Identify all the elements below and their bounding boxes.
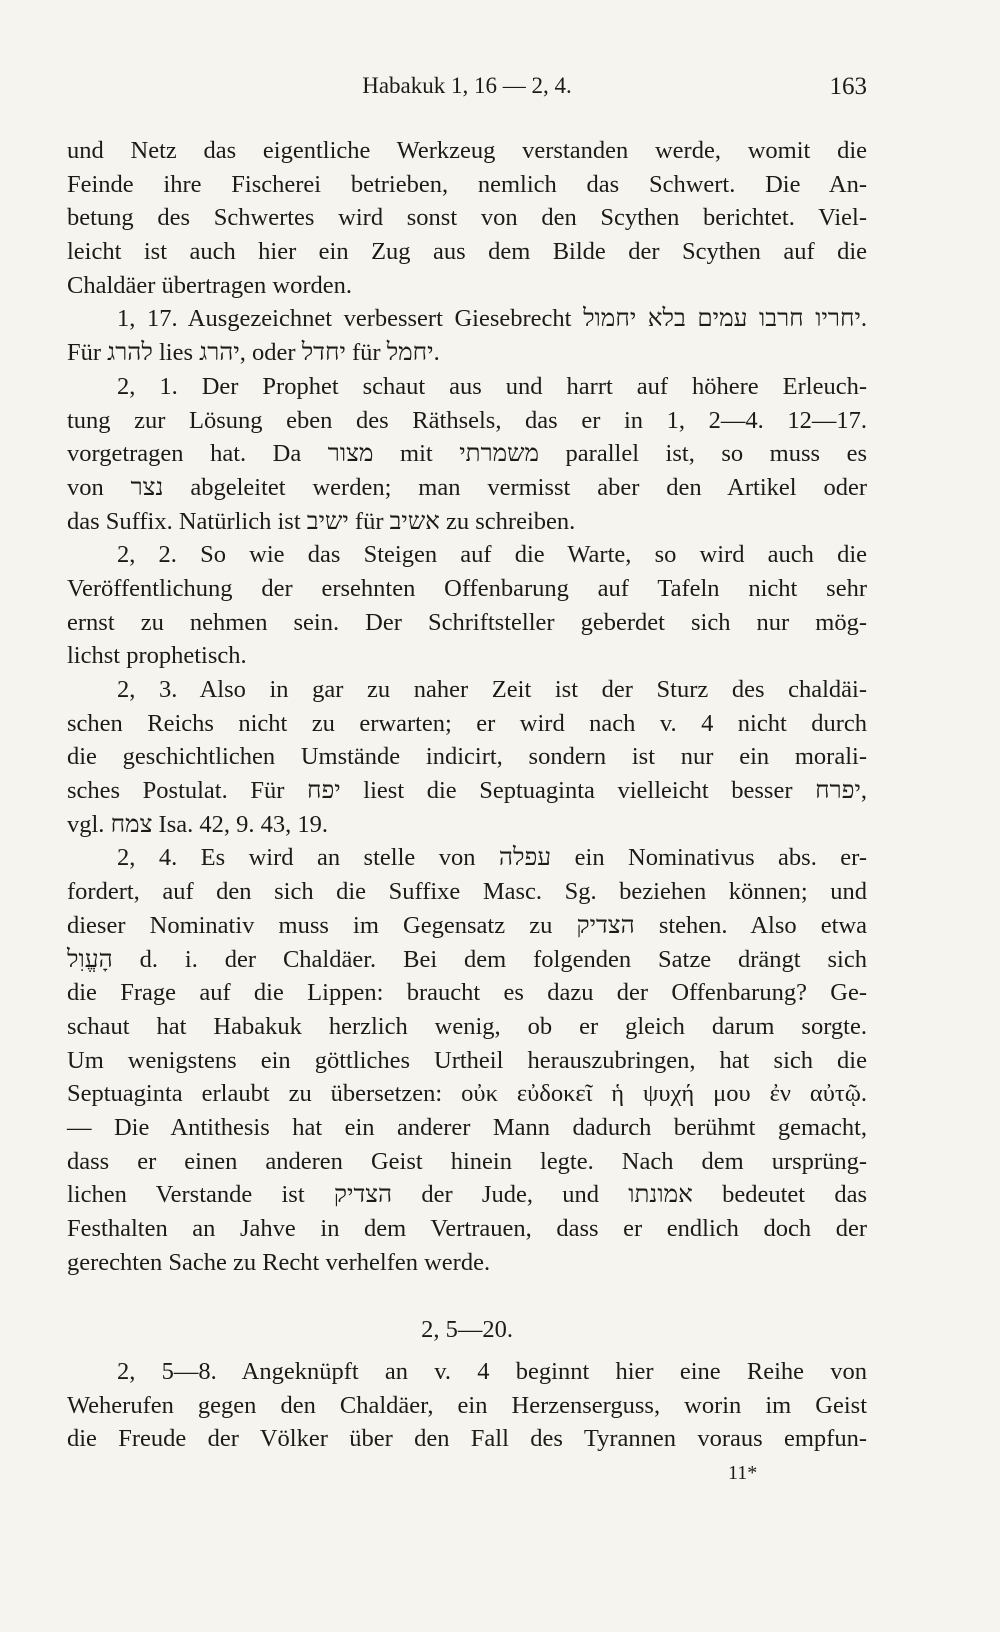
section-gap [67, 1347, 867, 1355]
text-line: 2, 2. So wie das Steigen auf die Warte, so wird auch die [117, 541, 867, 569]
section-heading: 2, 5—20. [421, 1316, 513, 1344]
text-line: 2, 4. Es wird an stelle von עפלה ein Nominativus abs. er- [117, 844, 867, 872]
text-line: und Netz das eigentliche Werkzeug verstanden werde, womit die [67, 137, 867, 164]
text-line: gerechten Sache zu Recht verhelfen werde. [67, 1248, 491, 1276]
running-head [67, 73, 867, 113]
text-line: Festhalten an Jahve in dem Vertrauen, dass er endlich doch der [67, 1215, 867, 1242]
text-line: Für להרג lies יהרג, oder יחדל für יחמל. [67, 339, 440, 367]
text-line: 2, 1. Der Prophet schaut aus und harrt auf höhere Erleuch- [117, 372, 867, 400]
text-line: von נצר abgeleitet werden; man vermisst aber den Artikel oder [67, 473, 867, 501]
text-line: vorgetragen hat. Da מצור mit משמרתי parallel ist, so muss es [67, 440, 867, 468]
page-number: 163 [829, 73, 867, 100]
text-line: 2, 5—8. Angeknüpft an v. 4 beginnt hier eine Reihe von [117, 1358, 867, 1386]
text-line: die Frage auf die Lippen: braucht es dazu der Offenbarung? Ge- [67, 979, 867, 1007]
text-line: Chaldäer übertragen worden. [67, 271, 353, 299]
signature-mark: 11* [728, 1462, 758, 1484]
text-line: Feinde ihre Fischerei betrieben, nemlich das Schwert. Die An- [67, 170, 867, 198]
text-line: Veröffentlichung der ersehnten Offenbarung auf Tafeln nicht sehr [67, 574, 867, 602]
text-line: vgl. צמח Isa. 42, 9. 43, 19. [67, 810, 328, 838]
text-line: die Freude der Völker über den Fall des Tyrannen voraus empfun- [67, 1425, 867, 1453]
text-line: lichst prophetisch. [67, 642, 247, 670]
text-line: betung des Schwertes wird sonst von den Scythen berichtet. Viel- [67, 204, 867, 232]
text-line: lichen Verstande ist הצדיק der Jude, und אמונתו bedeutet das [67, 1181, 868, 1209]
text-line: 1, 17. Ausgezeichnet verbessert Giesebrecht יחריו חרבו עמים בלא יחמול. [117, 305, 867, 333]
text-line: Um wenigstens ein göttliches Urtheil herauszubringen, hat sich die [67, 1046, 867, 1074]
text-line: die geschichtlichen Umstände indicirt, sondern ist nur ein morali- [67, 743, 867, 771]
text-line: 2, 3. Also in gar zu naher Zeit ist der Sturz des chaldäi- [117, 676, 867, 703]
text-line: schaut hat Habakuk herzlich wenig, ob er gleich darum sorgte. [67, 1012, 867, 1040]
text-line: tung zur Lösung eben des Räthsels, das er in 1, 2—4. 12—17. [67, 406, 867, 434]
text-line: fordert, auf den sich die Suffixe Masc. Sg. beziehen können; und [67, 878, 867, 906]
text-line: Septuaginta erlaubt zu übersetzen: οὐκ εὐδοκεῖ ἡ ψυχή μου ἐν αὐτῷ. [67, 1080, 867, 1108]
text-line: dass er einen anderen Geist hinein legte. Nach dem ursprüng- [67, 1147, 867, 1175]
text-line: — Die Antithesis hat ein anderer Mann dadurch berühmt gemacht, [67, 1113, 867, 1141]
text-line: dieser Nominativ muss im Gegensatz zu הצדיק stehen. Also etwa [67, 911, 867, 939]
text-line: das Suffix. Natürlich ist ישיב für אשיב zu schreiben. [67, 507, 576, 535]
text-line: הָעֱוִל d. i. der Chaldäer. Bei dem folgenden Satze drängt sich [67, 945, 867, 973]
text-line: ernst zu nehmen sein. Der Schriftsteller geberdet sich nur mög- [67, 608, 867, 636]
body-text [67, 134, 867, 1456]
text-line: Weherufen gegen den Chaldäer, ein Herzenserguss, worin im Geist [67, 1391, 867, 1419]
text-line: leicht ist auch hier ein Zug aus dem Bilde der Scythen auf die [67, 238, 867, 266]
text-line: sches Postulat. Für יפח liest die Septuaginta vielleicht besser יפרח, [67, 777, 867, 805]
section-gap [67, 1279, 867, 1313]
running-title: Habakuk 1, 16 — 2, 4. [362, 73, 572, 98]
text-line: schen Reichs nicht zu erwarten; er wird nach v. 4 nicht durch [67, 709, 867, 737]
